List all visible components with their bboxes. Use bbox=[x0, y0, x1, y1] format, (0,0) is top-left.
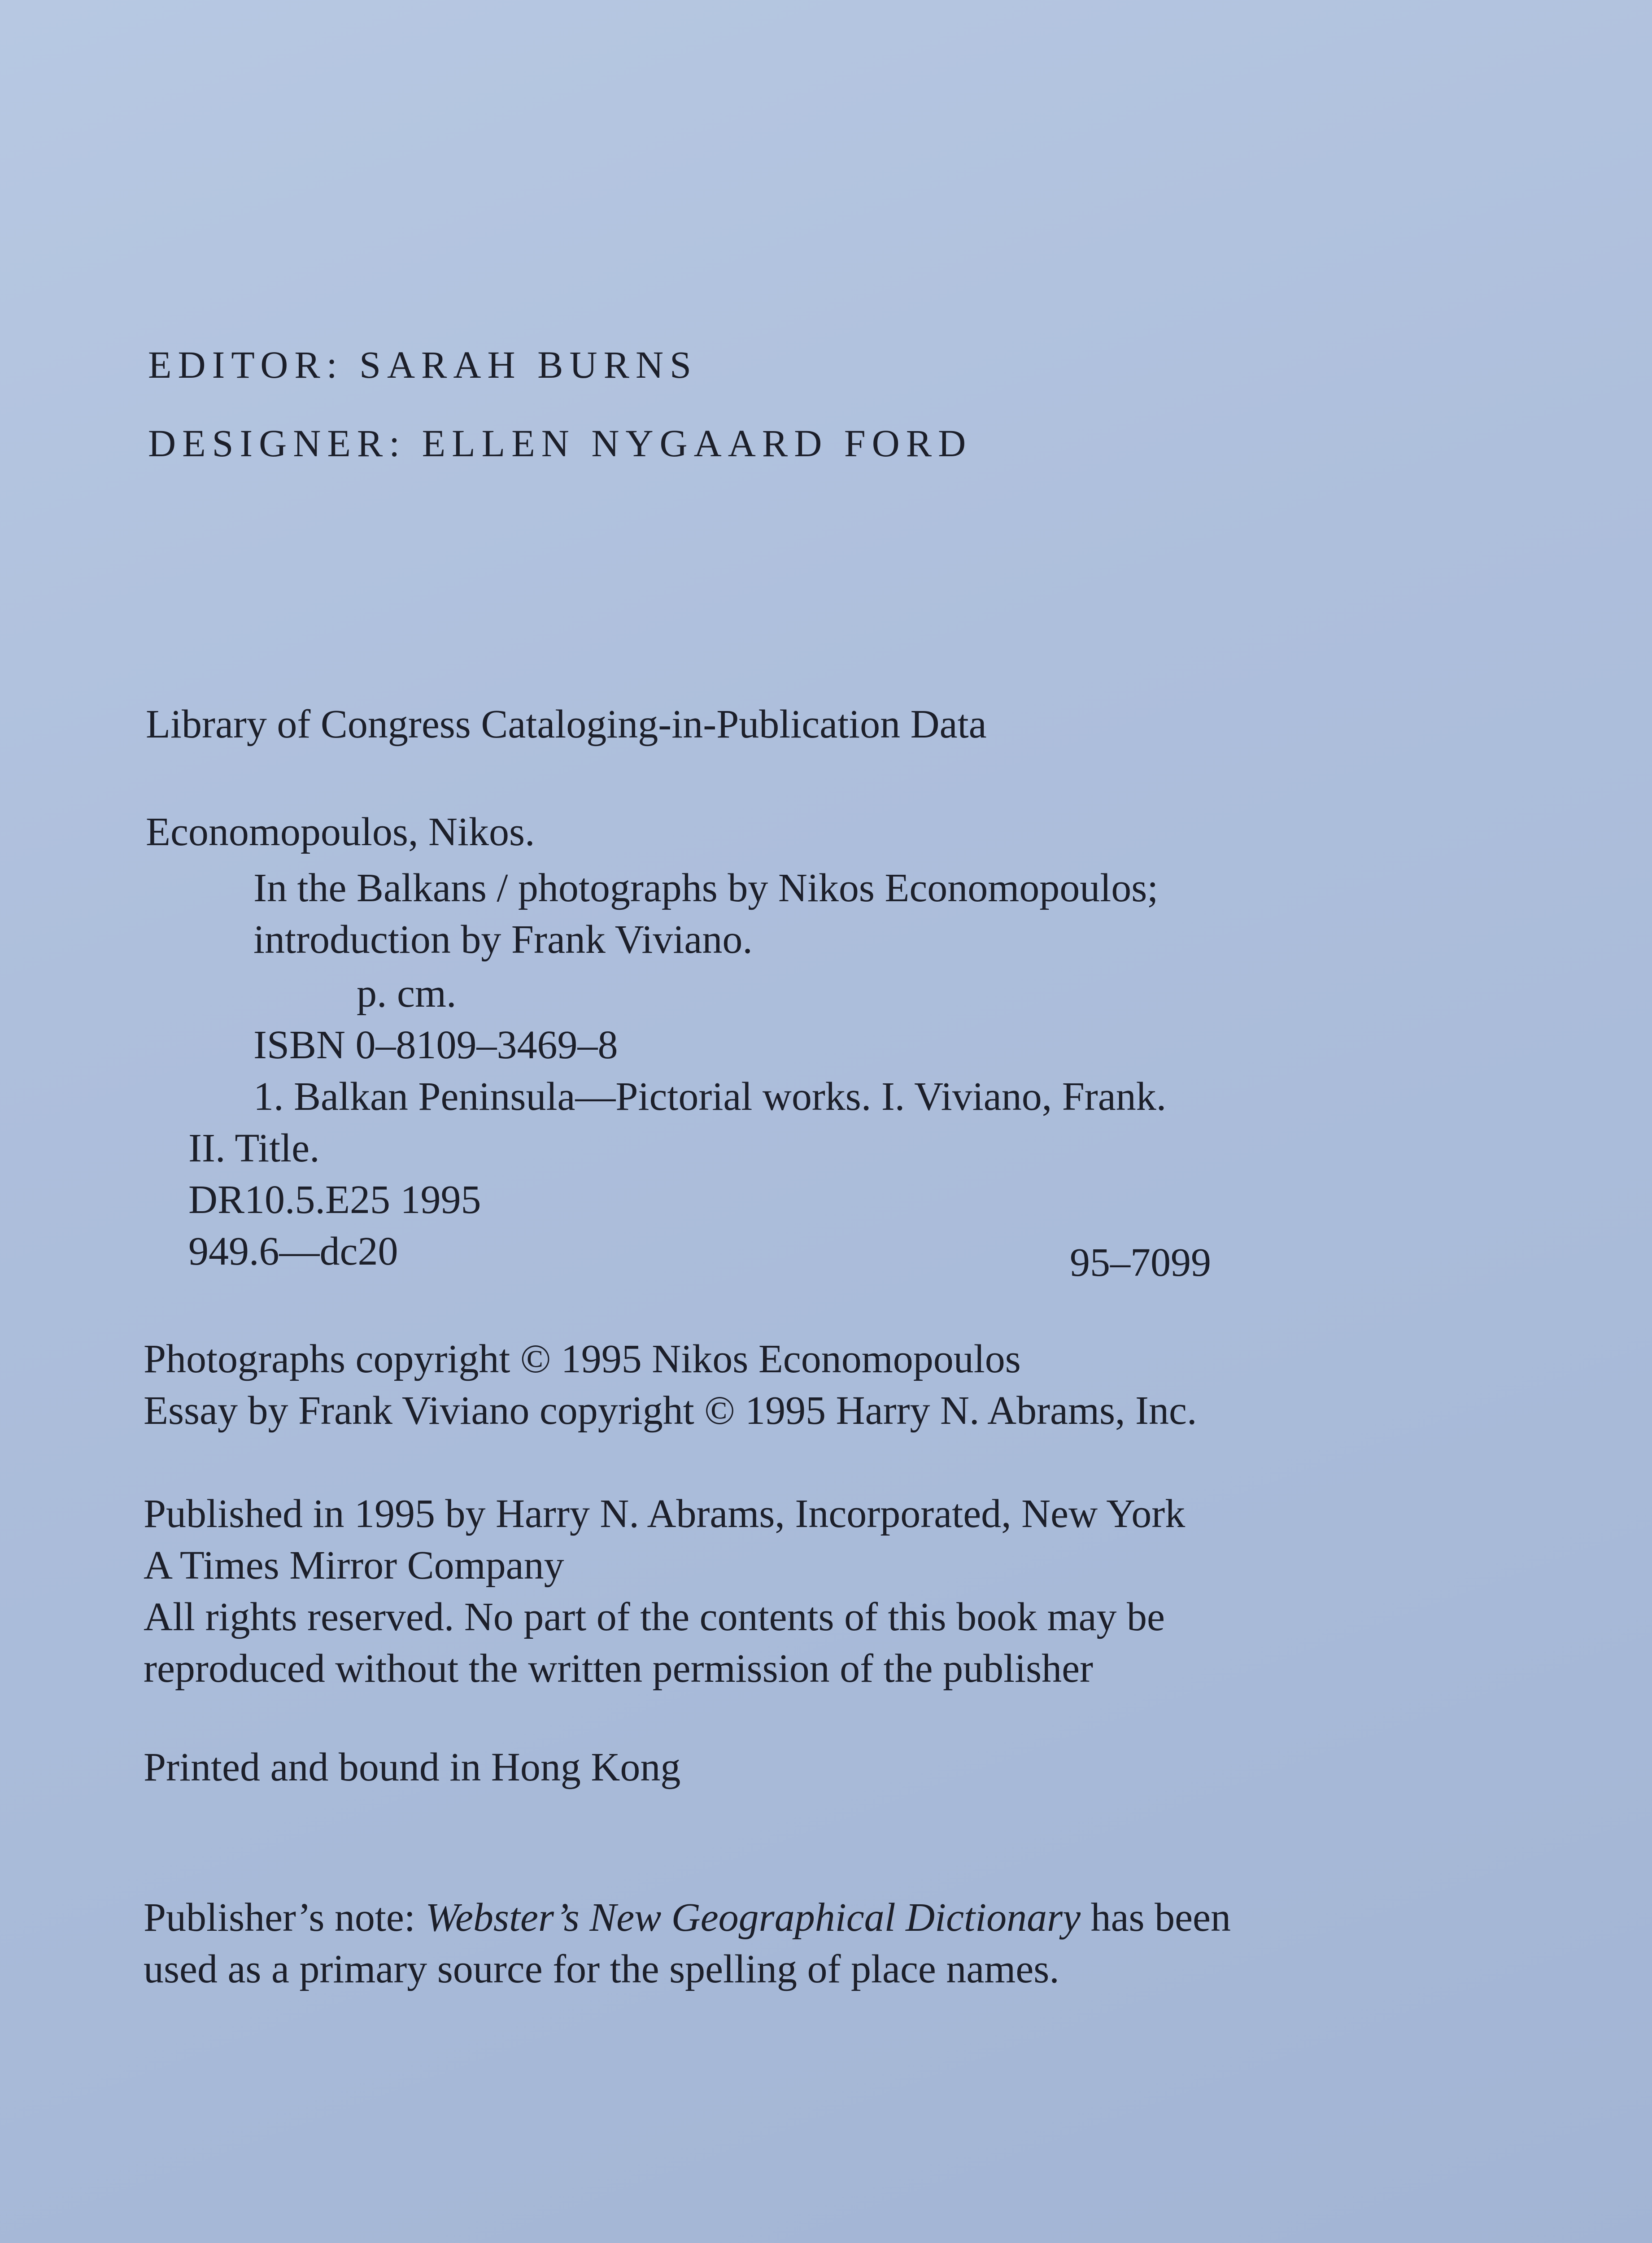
cip-heading: Library of Congress Cataloging-in-Publication Data bbox=[146, 702, 987, 746]
cip-subjects-line2: II. Title. bbox=[188, 1126, 320, 1170]
printing-line: Printed and bound in Hong Kong bbox=[144, 1745, 681, 1789]
publishers-note-line2: used as a primary source for the spelling of place names. bbox=[144, 1947, 1059, 1991]
note-prefix: Publisher’s note: bbox=[144, 1895, 426, 1940]
cip-isbn: ISBN 0–8109–3469–8 bbox=[253, 1023, 618, 1067]
cip-lc-class: DR10.5.E25 1995 bbox=[188, 1178, 481, 1222]
publishers-note-line1 bbox=[144, 1895, 1231, 1940]
essay-copyright: Essay by Frank Viviano copyright © 1995 Harry N. Abrams, Inc. bbox=[144, 1388, 1197, 1433]
publication-line2: A Times Mirror Company bbox=[144, 1543, 564, 1588]
cip-author: Economopoulos, Nikos. bbox=[146, 810, 535, 854]
cip-subjects-line1: 1. Balkan Peninsula—Pictorial works. I. Viviano, Frank. bbox=[253, 1074, 1167, 1119]
cip-title-line2: introduction by Frank Viviano. bbox=[253, 917, 753, 962]
cip-lccn: 95–7099 bbox=[1070, 1240, 1211, 1285]
publication-line1: Published in 1995 by Harry N. Abrams, Incorporated, New York bbox=[144, 1492, 1186, 1536]
publication-line4: reproduced without the written permission of the publisher bbox=[144, 1646, 1094, 1691]
cip-physical: p. cm. bbox=[357, 971, 457, 1016]
editor-credit: EDITOR: SARAH BURNS bbox=[148, 343, 697, 386]
note-source-title: Webster’s New Geographical Dictionary bbox=[425, 1895, 1081, 1940]
cip-title-line1: In the Balkans / photographs by Nikos Economopoulos; bbox=[253, 866, 1159, 910]
note-suffix: has been bbox=[1081, 1895, 1231, 1940]
photos-copyright: Photographs copyright © 1995 Nikos Economopoulos bbox=[144, 1337, 1021, 1381]
designer-credit: DESIGNER: ELLEN NYGAARD FORD bbox=[148, 422, 972, 465]
publication-line3: All rights reserved. No part of the contents of this book may be bbox=[144, 1595, 1165, 1639]
cip-dewey: 949.6—dc20 bbox=[188, 1229, 398, 1274]
